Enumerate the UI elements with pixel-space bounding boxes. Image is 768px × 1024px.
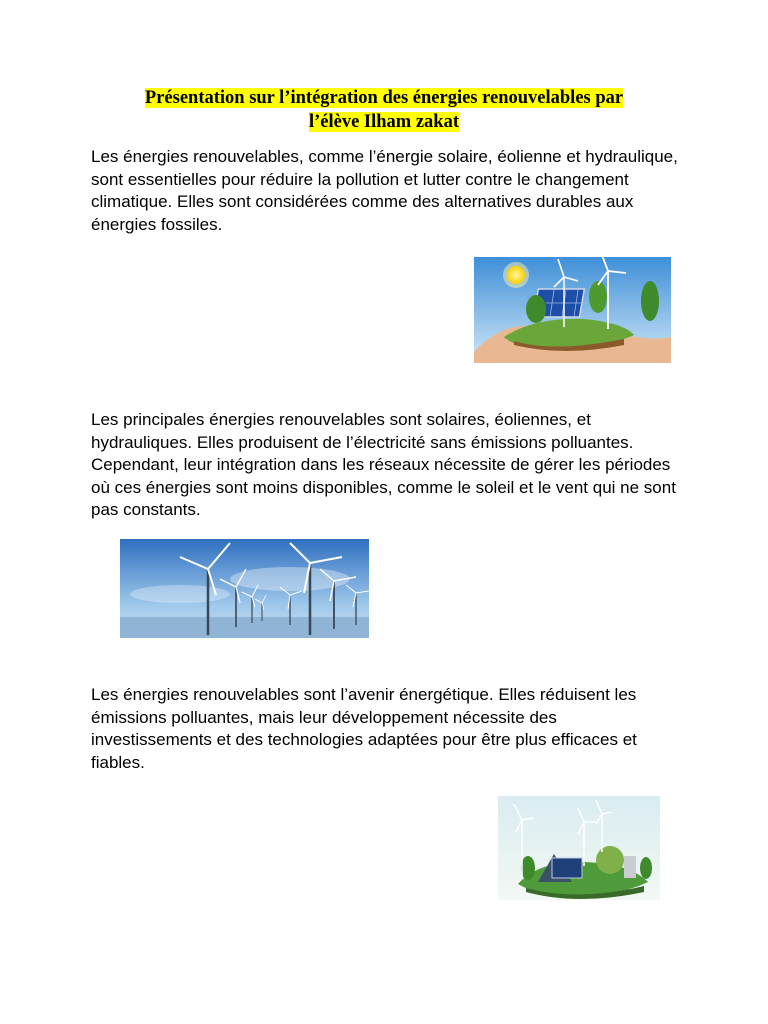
- paragraph-main-sources: Les principales énergies renouvelables sont solaires, éoliennes, et hydrauliques. Elles produisent de l’électricité sans émissions polluantes. Cependant, leur intégration dans les réseaux nécessite de gérer les périodes où ces énergies sont moins disponibles, comme le soleil et le vent qui ne sont pas constants.: [91, 410, 676, 520]
- hand-solar-wind-image: [474, 257, 671, 363]
- paragraph-conclusion: Les énergies renouvelables sont l’avenir énergétique. Elles réduisent les émissions polluantes, mais leur développement nécessite des investissements et des technologies adaptées pour être plus efficaces et fiables.: [91, 685, 637, 772]
- offshore-wind-farm-image: [120, 539, 369, 638]
- title-line-1: Présentation sur l’intégration des énergies renouvelables par: [144, 88, 624, 108]
- document-title: [92, 86, 676, 134]
- green-island-energy-image: [498, 796, 660, 900]
- paragraph-intro: Les énergies renouvelables, comme l’énergie solaire, éolienne et hydraulique, sont essentielles pour réduire la pollution et lutter contre le changement climatique. Elles sont considérées comme des alternatives durables aux énergies fossiles.: [91, 147, 678, 234]
- title-line-2: l’élève Ilham zakat: [308, 112, 460, 132]
